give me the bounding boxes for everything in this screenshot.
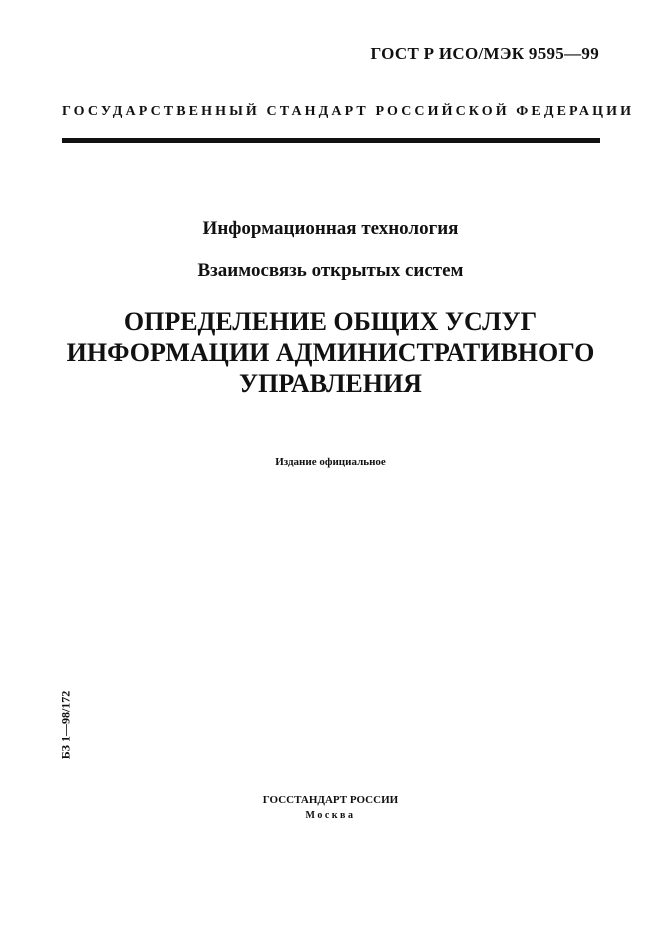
main-title bbox=[0, 306, 661, 399]
side-code bbox=[56, 688, 76, 762]
publisher: ГОССТАНДАРТ РОССИИ bbox=[262, 794, 399, 806]
city: Москва bbox=[305, 810, 356, 821]
state-standard-heading: ГОСУДАРСТВЕННЫЙ СТАНДАРТ РОССИЙСКОЙ ФЕДЕРАЦИИ bbox=[62, 104, 635, 119]
main-title-line-3: УПРАВЛЕНИЯ bbox=[239, 369, 422, 398]
header-divider bbox=[62, 138, 600, 143]
side-code-text: БЗ 1—98/172 bbox=[58, 690, 73, 760]
subtitle-open-systems: Взаимосвязь открытых систем bbox=[197, 260, 464, 281]
edition-note: Издание официальное bbox=[275, 456, 386, 468]
main-title-line-2: ИНФОРМАЦИИ АДМИНИСТРАТИВНОГО bbox=[66, 338, 595, 367]
main-title-line-1: ОПРЕДЕЛЕНИЕ ОБЩИХ УСЛУГ bbox=[123, 307, 538, 336]
subtitle-information-technology: Информационная технология bbox=[202, 218, 459, 239]
document-number: ГОСТ Р ИСО/МЭК 9595—99 bbox=[370, 44, 599, 63]
